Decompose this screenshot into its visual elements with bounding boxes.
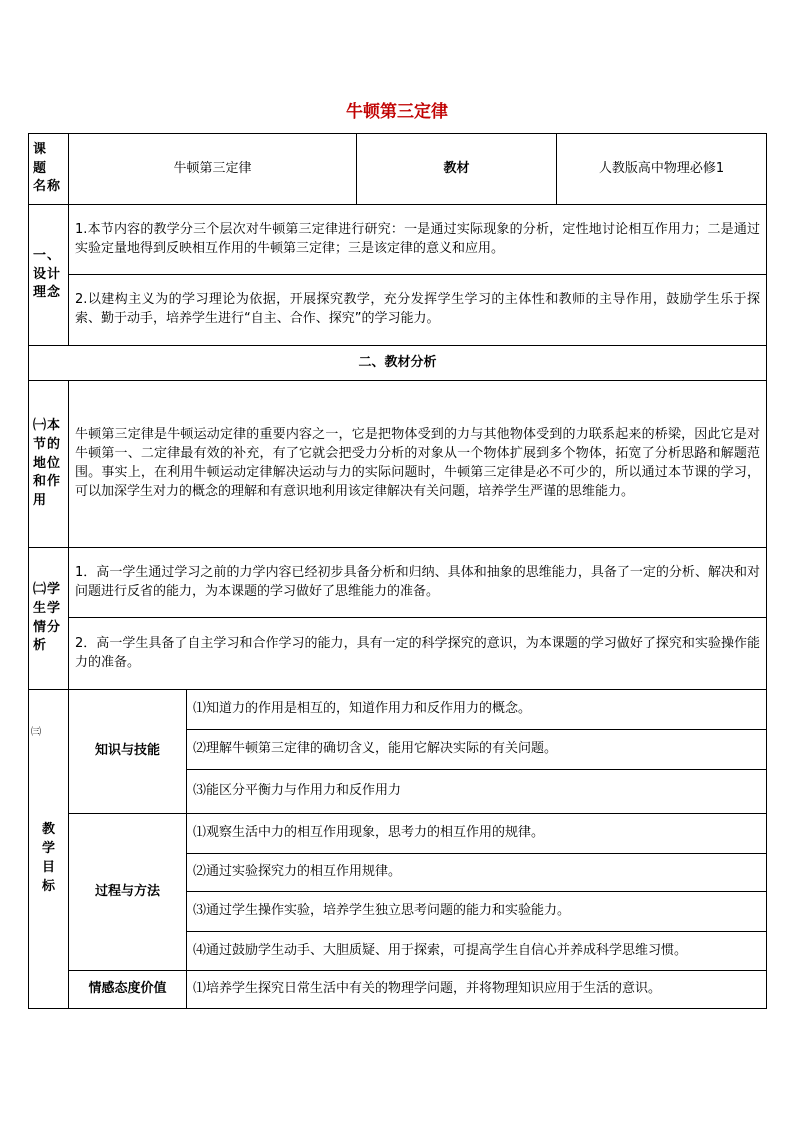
emotion-item-1: ⑴培养学生探究日常生活中有关的物理学问题，并将物理知识应用于生活的意识。 [187, 971, 767, 1009]
design-concept-item-2: 2.以建构主义为的学习理论为依据，开展探究教学，充分发挥学生学习的主体性和教师的主导作用，鼓励学生乐于探索、勤于动手，培养学生进行“自主、合作、探究”的学习能力。 [69, 275, 767, 346]
topic-label: 课 题 名称 [29, 134, 69, 205]
analysis-section-row [29, 346, 767, 381]
role-label: ㈠本节的地位和作用 [29, 381, 69, 548]
role-row [29, 381, 767, 548]
knowledge-item-3: ⑶能区分平衡力与作用力和反作用力 [187, 770, 767, 814]
students-item-2: 2．高一学生具备了自主学习和合作学习的能力，具有一定的科学探究的意识，为本课题的学习做好了探究和实验操作能力的准备。 [69, 618, 767, 690]
emotion-label: 情感态度价值 [69, 971, 187, 1009]
topic-value: 牛顿第三定律 [69, 134, 357, 205]
objectives-row-8 [29, 971, 767, 1009]
page-title: 牛顿第三定律 [346, 102, 448, 122]
knowledge-item-2: ⑵理解牛顿第三定律的确切含义，能用它解决实际的有关问题。 [187, 730, 767, 770]
students-label: ㈡学生学情分析 [29, 548, 69, 690]
students-row-1 [29, 548, 767, 618]
process-item-3: ⑶通过学生操作实验，培养学生独立思考问题的能力和实验能力。 [187, 892, 767, 932]
objectives-row-1 [29, 690, 767, 730]
objectives-label [29, 690, 69, 1009]
design-concept-label: 一、设计理念 [29, 205, 69, 346]
objectives-label-text: 教学目标 [41, 822, 55, 894]
lesson-plan-table [28, 133, 767, 1009]
students-row-2 [29, 618, 767, 690]
design-concept-item-1: 1.本节内容的教学分三个层次对牛顿第三定律进行研究：一是通过实际现象的分析，定性地讨论相互作用力；二是通过实验定量地得到反映相互作用的牛顿第三定律；三是该定律的意义和应用。 [69, 205, 767, 275]
objectives-row-4 [29, 814, 767, 854]
header-row [29, 134, 767, 205]
knowledge-item-1: ⑴知道力的作用是相互的，知道作用力和反作用力的概念。 [187, 690, 767, 730]
process-item-2: ⑵通过实验探究力的相互作用规律。 [187, 854, 767, 892]
knowledge-label: 知识与技能 [69, 690, 187, 814]
analysis-section-title: 二、教材分析 [29, 346, 767, 381]
process-item-1: ⑴观察生活中力的相互作用现象，思考力的相互作用的规律。 [187, 814, 767, 854]
design-concept-row-1 [29, 205, 767, 275]
design-concept-row-2 [29, 275, 767, 346]
textbook-label: 教材 [357, 134, 557, 205]
students-item-1: 1．高一学生通过学习之前的力学内容已经初步具备分析和归纳、具体和抽象的思维能力，具备了一定的分析、解决和对问题进行反省的能力，为本课题的学习做好了思维能力的准备。 [69, 548, 767, 618]
textbook-value: 人教版高中物理必修1 [557, 134, 767, 205]
objectives-mark: ㈢ [31, 727, 41, 738]
process-label: 过程与方法 [69, 814, 187, 971]
process-item-4: ⑷通过鼓励学生动手、大胆质疑、用于探索，可提高学生自信心并养成科学思维习惯。 [187, 932, 767, 971]
role-text: 牛顿第三定律是牛顿运动定律的重要内容之一，它是把物体受到的力与其他物体受到的力联系起来的桥梁，因此它是对牛顿第一、二定律最有效的补充，有了它就会把受力分析的对象从一个物体扩展到多个物体，拓宽了分析思路和解题范围。事实上，在利用牛顿运动定律解决运动与力的实际问题时，牛顿第三定律是必不可少的，所以通过本节课的学习，可以加深学生对力的概念的理解和有意识地利用该定律解决有关问题，培养学生严谨的思维能力。 [69, 381, 767, 548]
